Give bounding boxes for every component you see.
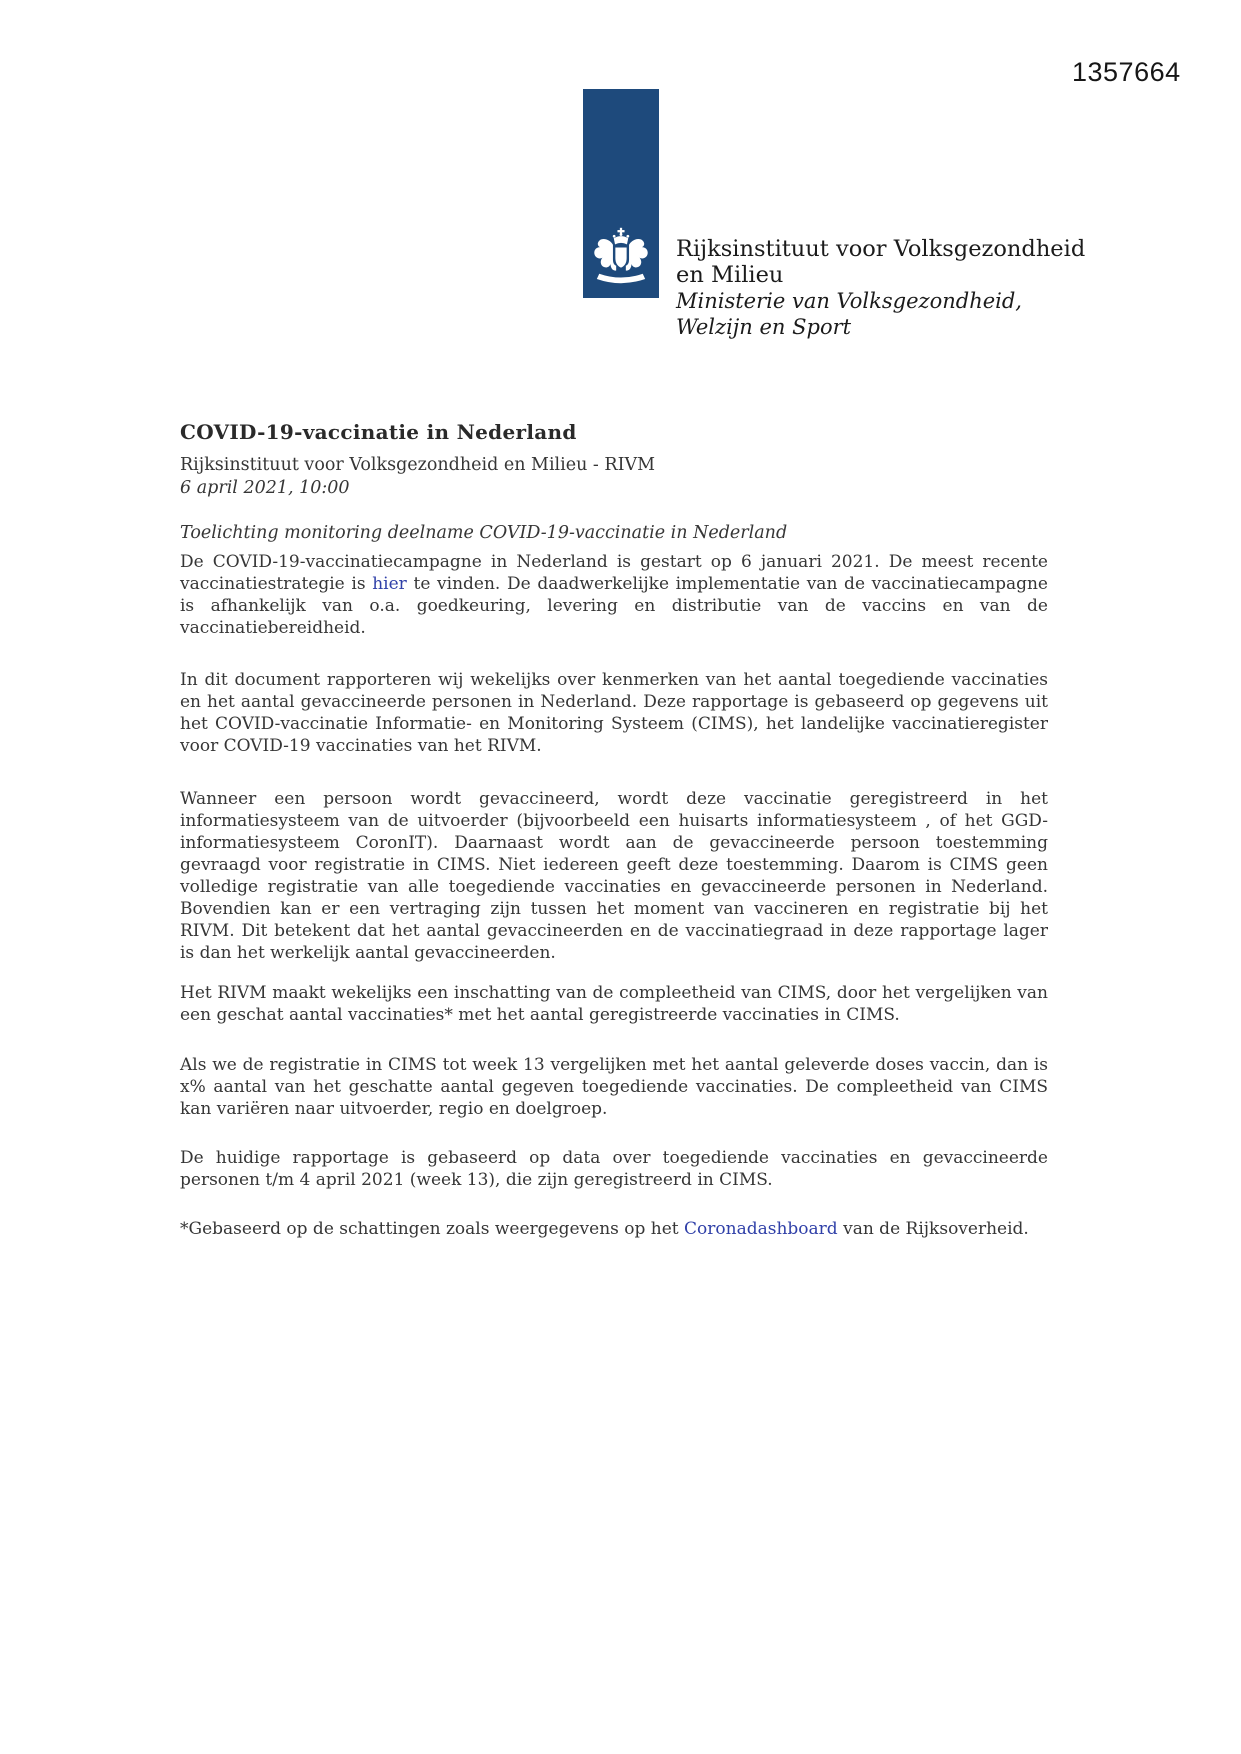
report-title: COVID-19-vaccinatie in Nederland <box>180 420 577 444</box>
paragraph-current-report-basis: De huidige rapportage is gebaseerd op data over toegediende vaccinaties en gevaccineerde personen t/m 4 april 2021 (week 13), die zijn geregistreerd in CIMS. <box>180 1148 1048 1190</box>
section-heading: Toelichting monitoring deelname COVID-19-vaccinatie in Nederland <box>180 523 788 543</box>
footnote <box>180 1218 1048 1240</box>
rijksoverheid-crest-icon <box>592 225 650 291</box>
paragraph-registration-explanation: Wanneer een persoon wordt gevaccineerd, wordt deze vaccinatie geregistreerd in het informatiesysteem van de uitvoerder (bijvoorbeeld een huisarts informatiesysteem , of het GGD-informatiesysteem CoronIT). Daarnaast wordt aan de gevaccineerde persoon toestemming gevraagd voor registratie in CIMS. Niet iedereen geeft deze toestemming. Daarom is CIMS geen volledige registratie van alle toegediende vaccinaties en gevaccineerde personen in Nederland. Bovendien kan er een vertraging zijn tussen het moment van vaccineren en registratie bij het RIVM. Dit betekent dat het aantal gevaccineerden en de vaccinatiegraad in deze rapportage lager is dan het werkelijk aantal gevaccineerden. <box>180 789 1048 963</box>
report-datetime: 6 april 2021, 10:00 <box>180 478 350 498</box>
footnote-text: van de Rijksoverheid. <box>837 1219 1029 1239</box>
ministry-line2: Welzijn en Sport <box>676 315 852 339</box>
footnote-text: *Gebaseerd op de schattingen zoals weergegevens op het <box>180 1219 685 1239</box>
hier-link[interactable]: hier <box>372 574 407 594</box>
document-number: 1357664 <box>1072 57 1181 87</box>
paragraph-text: De COVID-19-vaccinatiecampagne in Nederland is gestart op 6 januari 2021. De meest recente vaccinatiestrategie is <box>180 552 1048 594</box>
paragraph-document-scope: In dit document rapporteren wij wekelijks over kenmerken van het aantal toegediende vaccinaties en het aantal gevaccineerde personen in Nederland. Deze rapportage is gebaseerd op gegevens uit het COVID-vaccinatie Informatie- en Monitoring Systeem (CIMS), het landelijke vaccinatieregister voor COVID-19 vaccinaties van het RIVM. <box>180 670 1048 756</box>
coronadashboard-link[interactable]: Coronadashboard <box>684 1219 838 1239</box>
ministry-line1: Ministerie van Volksgezondheid, <box>676 289 1022 313</box>
report-body <box>180 420 1048 1240</box>
rijksoverheid-logo-wordmark <box>676 236 1085 340</box>
rijksoverheid-logo-banner <box>583 89 659 298</box>
paragraph-campaign-intro <box>180 551 1048 639</box>
report-subtitle: Rijksinstituut voor Volksgezondheid en Milieu - RIVM <box>180 455 656 475</box>
paragraph-completeness-estimate: Het RIVM maakt wekelijks een inschatting van de compleetheid van CIMS, door het vergelijken van een geschat aantal vaccinaties* met het aantal geregistreerde vaccinaties in CIMS. <box>180 983 1048 1025</box>
paragraph-week13-comparison: Als we de registratie in CIMS tot week 13 vergelijken met het aantal geleverde doses vaccin, dan is x% aantal van het geschatte aantal gegeven toegediende vaccinaties. De compleetheid van CIMS kan variëren naar uitvoerder, regio en doelgroep. <box>180 1055 1048 1119</box>
org-name-line2: en Milieu <box>676 262 784 288</box>
org-name-line1: Rijksinstituut voor Volksgezondheid <box>676 236 1086 262</box>
paragraph-text: te vinden. De daadwerkelijke implementatie van de vaccinatiecampagne is afhankelijk van o.a. goedkeuring, levering en distributie van de vaccins en van de vaccinatiebereidheid. <box>180 574 1048 638</box>
